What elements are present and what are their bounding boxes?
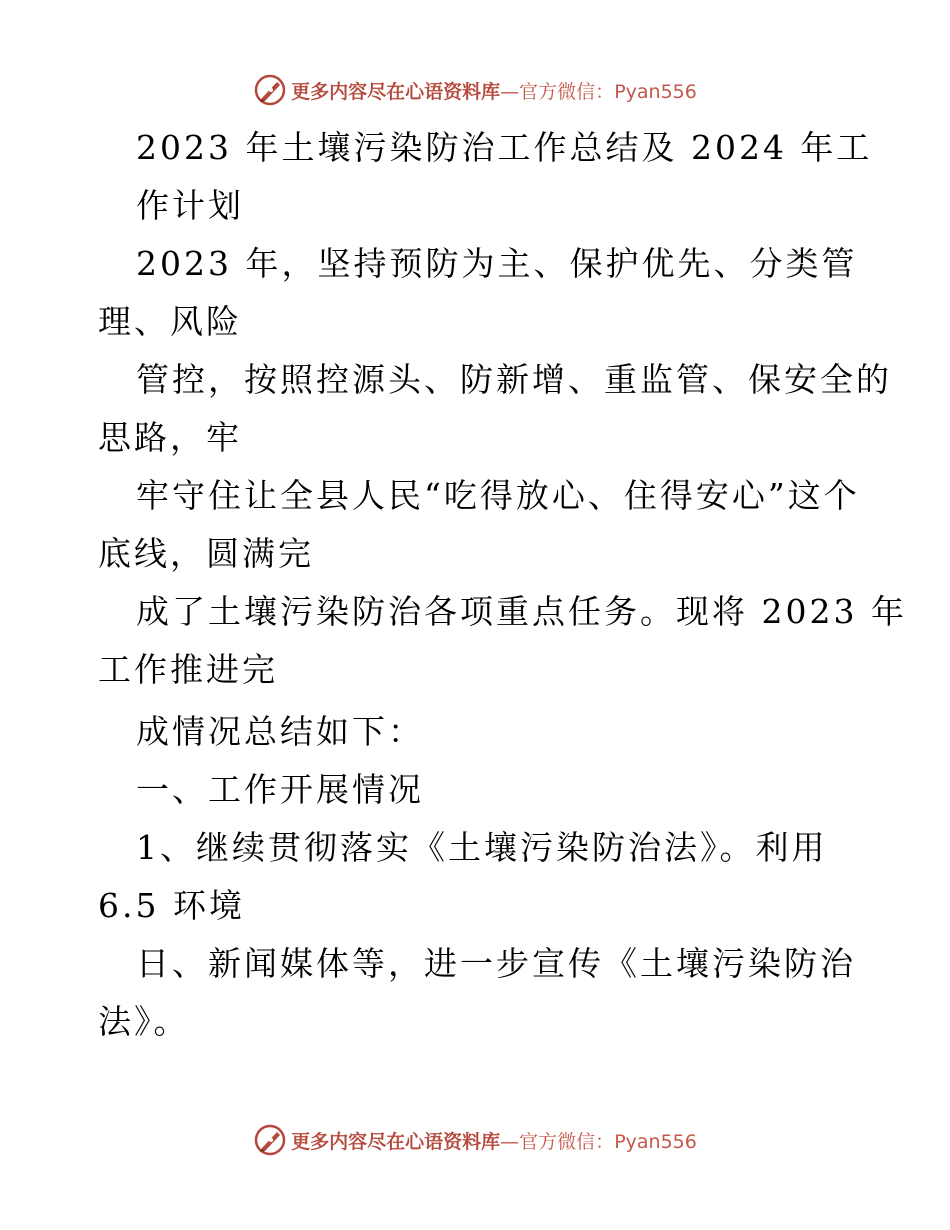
doc-line-8: 底线，圆满完 [98, 534, 314, 573]
watermark-contact-id: Pyan556 [614, 1130, 697, 1153]
header-watermark [0, 70, 950, 110]
doc-line-5: 管控，按照控源头、防新增、重监管、保安全的 [136, 360, 892, 399]
doc-line-4: 理、风险 [98, 302, 242, 341]
watermark-text [291, 77, 697, 104]
doc-line-1: 2023 年土壤污染防治工作总结及 2024 年工 [136, 128, 873, 167]
doc-line-11: 成情况总结如下： [136, 712, 424, 751]
watermark-brand: 更多内容尽在心语资料库 [291, 80, 501, 103]
watermark-contact-label: —官方微信： [500, 80, 615, 103]
watermark-text [291, 1127, 697, 1154]
pen-logo-icon [253, 73, 287, 107]
doc-line-16: 法》。 [98, 1002, 190, 1041]
doc-line-10: 工作推进完 [98, 650, 278, 689]
doc-line-12: 一、工作开展情况 [136, 770, 424, 809]
doc-line-3: 2023 年，坚持预防为主、保护优先、分类管 [136, 244, 858, 283]
watermark-contact-label: —官方微信： [500, 1130, 615, 1153]
doc-line-2: 作计划 [136, 186, 244, 225]
watermark-brand: 更多内容尽在心语资料库 [291, 1130, 501, 1153]
doc-line-13: 1、继续贯彻落实《土壤污染防治法》。利用 [136, 828, 828, 867]
doc-line-14: 6.5 环境 [98, 886, 245, 925]
doc-line-7: 牢守住让全县人民“吃得放心、住得安心”这个 [136, 476, 860, 515]
doc-line-6: 思路，牢 [98, 418, 242, 457]
doc-line-9: 成了土壤污染防治各项重点任务。现将 2023 年 [136, 592, 907, 631]
doc-line-15: 日、新闻媒体等，进一步宣传《土壤污染防治 [136, 944, 856, 983]
pen-logo-icon [253, 1123, 287, 1157]
watermark-contact-id: Pyan556 [614, 80, 697, 103]
footer-watermark [0, 1120, 950, 1160]
